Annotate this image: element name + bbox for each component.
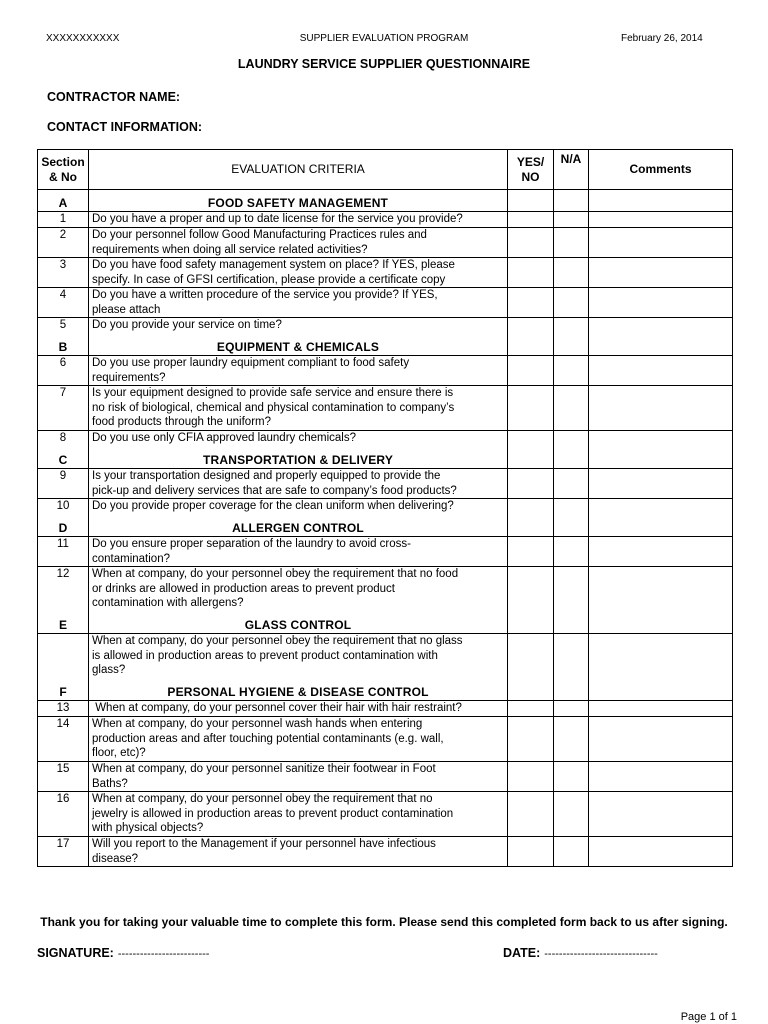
- na-cell[interactable]: [554, 469, 589, 499]
- question-line: floor, etc)?: [92, 747, 146, 759]
- na-cell[interactable]: [554, 679, 589, 701]
- section-title: EQUIPMENT & CHEMICALS: [89, 334, 508, 356]
- na-cell[interactable]: [554, 431, 589, 447]
- yes-no-cell[interactable]: [508, 701, 554, 717]
- comments-cell[interactable]: [589, 701, 733, 717]
- question-text: [89, 762, 508, 792]
- date-line: -------------------------------: [544, 948, 658, 960]
- question-text: [89, 469, 508, 499]
- na-cell[interactable]: [554, 190, 589, 212]
- na-cell[interactable]: [554, 499, 589, 515]
- section-header-row: [38, 679, 733, 701]
- question-number: 17: [38, 837, 89, 867]
- date-field[interactable]: [503, 946, 658, 960]
- question-line: glass?: [92, 664, 126, 676]
- na-cell[interactable]: [554, 701, 589, 717]
- question-line: When at company, do your personnel cover their hair with hair restraint?: [92, 702, 462, 714]
- question-row: [38, 228, 733, 258]
- question-line: When at company, do your personnel obey the requirement that no: [92, 793, 433, 805]
- question-text: [89, 792, 508, 837]
- yes-no-cell[interactable]: [508, 567, 554, 612]
- question-line: Do you use proper laundry equipment compliant to food safety: [92, 357, 410, 369]
- question-number: 14: [38, 717, 89, 762]
- section-header-row: [38, 190, 733, 212]
- comments-cell[interactable]: [589, 334, 733, 356]
- question-line: Do you ensure proper separation of the laundry to avoid cross-: [92, 538, 411, 550]
- yes-no-cell[interactable]: [508, 837, 554, 867]
- comments-cell[interactable]: [589, 499, 733, 515]
- question-text: [89, 701, 508, 717]
- question-row: [38, 258, 733, 288]
- question-number: 12: [38, 567, 89, 612]
- question-row: [38, 386, 733, 431]
- comments-cell[interactable]: [589, 634, 733, 679]
- header-date: February 26, 2014: [621, 33, 703, 44]
- question-line: Do you use only CFIA approved laundry chemicals?: [92, 432, 357, 444]
- question-number: 11: [38, 537, 89, 567]
- yes-no-cell[interactable]: [508, 499, 554, 515]
- table-body: [38, 190, 733, 867]
- question-number: 3: [38, 258, 89, 288]
- section-header-row: [38, 515, 733, 537]
- section-title: ALLERGEN CONTROL: [89, 515, 508, 537]
- na-cell[interactable]: [554, 515, 589, 537]
- comments-cell[interactable]: [589, 612, 733, 634]
- yes-no-header: YES/ NO: [508, 150, 554, 190]
- question-line: food products through the uniform?: [92, 416, 272, 428]
- question-row: [38, 431, 733, 447]
- question-text: [89, 634, 508, 679]
- question-line: When at company, do your personnel obey the requirement that no glass: [92, 635, 463, 647]
- na-cell[interactable]: [554, 212, 589, 228]
- page-number: Page 1 of 1: [680, 1011, 737, 1023]
- question-row: [38, 701, 733, 717]
- question-line: jewelry is allowed in production areas to prevent product contamination: [92, 807, 454, 820]
- section-header-row: [38, 334, 733, 356]
- comments-cell[interactable]: [589, 258, 733, 288]
- na-cell[interactable]: [554, 318, 589, 334]
- yes-no-cell[interactable]: [508, 258, 554, 288]
- comments-cell[interactable]: [589, 762, 733, 792]
- question-line: When at company, do your personnel wash hands when entering: [92, 718, 423, 730]
- na-cell[interactable]: [554, 612, 589, 634]
- question-text: [89, 386, 508, 431]
- question-text: [89, 228, 508, 258]
- table-header-row: [38, 150, 733, 190]
- yes-no-cell[interactable]: [508, 612, 554, 634]
- yes-no-cell[interactable]: [508, 447, 554, 469]
- comments-cell[interactable]: [589, 567, 733, 612]
- comments-cell[interactable]: [589, 447, 733, 469]
- yes-no-cell[interactable]: [508, 288, 554, 318]
- comments-header: Comments: [589, 150, 733, 190]
- question-line: Do you provide proper coverage for the clean uniform when delivering?: [92, 500, 454, 512]
- question-line: Will you report to the Management if your personnel have infectious: [92, 838, 436, 850]
- thank-you-note: Thank you for taking your valuable time to complete this form. Please send this completed form back to us after signing.: [40, 915, 728, 929]
- yes-no-cell[interactable]: [508, 318, 554, 334]
- na-header: N/A: [554, 150, 589, 190]
- section-letter: E: [38, 612, 89, 634]
- comments-cell[interactable]: [589, 469, 733, 499]
- question-line: pick-up and delivery services that are safe to company’s food products?: [92, 484, 457, 497]
- question-text: [89, 499, 508, 515]
- section-title: TRANSPORTATION & DELIVERY: [89, 447, 508, 469]
- question-line: with physical objects?: [92, 822, 204, 834]
- na-cell[interactable]: [554, 228, 589, 258]
- na-cell[interactable]: [554, 288, 589, 318]
- questionnaire-table: [37, 149, 733, 867]
- yes-no-cell[interactable]: [508, 469, 554, 499]
- comments-cell[interactable]: [589, 717, 733, 762]
- contact-information-label: CONTACT INFORMATION:: [47, 120, 203, 134]
- na-cell[interactable]: [554, 717, 589, 762]
- header-doc-id: XXXXXXXXXXX: [46, 33, 120, 44]
- comments-cell[interactable]: [589, 679, 733, 701]
- section-letter: C: [38, 447, 89, 469]
- comments-cell[interactable]: [589, 515, 733, 537]
- question-row: [38, 499, 733, 515]
- section-letter: B: [38, 334, 89, 356]
- yes-no-cell[interactable]: [508, 762, 554, 792]
- na-cell[interactable]: [554, 537, 589, 567]
- na-cell[interactable]: [554, 634, 589, 679]
- section-letter: D: [38, 515, 89, 537]
- question-text: [89, 837, 508, 867]
- yes-no-cell[interactable]: [508, 717, 554, 762]
- question-text: [89, 567, 508, 612]
- question-row: [38, 567, 733, 612]
- comments-cell[interactable]: [589, 212, 733, 228]
- section-title: FOOD SAFETY MANAGEMENT: [89, 190, 508, 212]
- question-number: 4: [38, 288, 89, 318]
- comments-cell[interactable]: [589, 431, 733, 447]
- contractor-name-label: CONTRACTOR NAME:: [47, 90, 181, 104]
- question-row: [38, 288, 733, 318]
- na-cell[interactable]: [554, 447, 589, 469]
- na-cell[interactable]: [554, 258, 589, 288]
- yes-no-cell[interactable]: [508, 228, 554, 258]
- question-text: [89, 717, 508, 762]
- question-line: please attach: [92, 303, 161, 316]
- yes-no-cell[interactable]: [508, 537, 554, 567]
- yes-no-cell[interactable]: [508, 679, 554, 701]
- question-line: no risk of biological, chemical and physical contamination to company’s: [92, 401, 455, 414]
- section-header-row: [38, 612, 733, 634]
- na-cell[interactable]: [554, 356, 589, 386]
- question-line: production areas and after touching potential contaminants (e.g. wall,: [92, 732, 444, 745]
- question-text: [89, 258, 508, 288]
- question-text: [89, 318, 508, 334]
- question-number: 6: [38, 356, 89, 386]
- question-number: [38, 634, 89, 679]
- question-text: [89, 537, 508, 567]
- header-program-name: SUPPLIER EVALUATION PROGRAM: [299, 33, 469, 44]
- question-row: [38, 537, 733, 567]
- question-text: [89, 431, 508, 447]
- question-line: or drinks are allowed in production areas to prevent product: [92, 582, 396, 595]
- question-line: Is your equipment designed to provide safe service and ensure there is: [92, 387, 454, 399]
- section-title: PERSONAL HYGIENE & DISEASE CONTROL: [89, 679, 508, 701]
- question-line: Do you have food safety management system on place? If YES, please: [92, 259, 455, 271]
- question-line: specify. In case of GFSI certification, please provide a certificate copy: [92, 273, 446, 286]
- question-number: 2: [38, 228, 89, 258]
- question-row: [38, 318, 733, 334]
- question-number: 8: [38, 431, 89, 447]
- yes-no-cell[interactable]: [508, 334, 554, 356]
- na-cell[interactable]: [554, 837, 589, 867]
- question-number: 5: [38, 318, 89, 334]
- question-number: 7: [38, 386, 89, 431]
- comments-cell[interactable]: [589, 356, 733, 386]
- comments-cell[interactable]: [589, 228, 733, 258]
- signature-field[interactable]: [37, 946, 209, 960]
- section-letter: F: [38, 679, 89, 701]
- question-row: [38, 762, 733, 792]
- question-line: Do you have a written procedure of the service you provide? If YES,: [92, 289, 438, 301]
- question-number: 16: [38, 792, 89, 837]
- comments-cell[interactable]: [589, 190, 733, 212]
- question-row: [38, 212, 733, 228]
- na-cell[interactable]: [554, 567, 589, 612]
- question-row: [38, 792, 733, 837]
- comments-cell[interactable]: [589, 318, 733, 334]
- evaluation-criteria-header: EVALUATION CRITERIA: [89, 150, 508, 190]
- question-number: 15: [38, 762, 89, 792]
- comments-cell[interactable]: [589, 288, 733, 318]
- question-line: Is your transportation designed and properly equipped to provide the: [92, 470, 441, 482]
- question-line: Do you provide your service on time?: [92, 319, 282, 331]
- question-row: [38, 356, 733, 386]
- yes-no-cell[interactable]: [508, 792, 554, 837]
- question-line: Baths?: [92, 777, 128, 790]
- question-text: [89, 288, 508, 318]
- comments-cell[interactable]: [589, 537, 733, 567]
- question-number: 10: [38, 499, 89, 515]
- document-title: LAUNDRY SERVICE SUPPLIER QUESTIONNAIRE: [237, 57, 531, 71]
- question-line: When at company, do your personnel obey the requirement that no food: [92, 568, 459, 580]
- question-number: 13: [38, 701, 89, 717]
- yes-no-cell[interactable]: [508, 515, 554, 537]
- yes-no-cell[interactable]: [508, 190, 554, 212]
- question-row: [38, 469, 733, 499]
- section-title: GLASS CONTROL: [89, 612, 508, 634]
- yes-no-cell[interactable]: [508, 386, 554, 431]
- question-line: When at company, do your personnel sanitize their footwear in Foot: [92, 763, 436, 775]
- question-row: [38, 837, 733, 867]
- yes-no-cell[interactable]: [508, 356, 554, 386]
- comments-cell[interactable]: [589, 792, 733, 837]
- yes-no-cell[interactable]: [508, 431, 554, 447]
- question-text: [89, 212, 508, 228]
- signature-line: -------------------------: [117, 948, 210, 960]
- question-row: [38, 717, 733, 762]
- question-line: contamination?: [92, 552, 170, 565]
- question-line: disease?: [92, 852, 139, 865]
- comments-cell[interactable]: [589, 386, 733, 431]
- na-cell[interactable]: [554, 762, 589, 792]
- yes-no-cell[interactable]: [508, 212, 554, 228]
- signature-label: SIGNATURE:: [37, 946, 114, 960]
- question-line: contamination with allergens?: [92, 597, 244, 609]
- section-no-header: Section & No: [38, 150, 89, 190]
- question-line: requirements?: [92, 371, 166, 384]
- question-number: 1: [38, 212, 89, 228]
- na-cell[interactable]: [554, 334, 589, 356]
- question-text: [89, 356, 508, 386]
- question-line: Do you have a proper and up to date license for the service you provide?: [92, 213, 463, 225]
- section-letter: A: [38, 190, 89, 212]
- question-row: [38, 634, 733, 679]
- question-line: is allowed in production areas to prevent product contamination with: [92, 649, 438, 662]
- question-number: 9: [38, 469, 89, 499]
- section-header-row: [38, 447, 733, 469]
- na-cell[interactable]: [554, 792, 589, 837]
- yes-no-cell[interactable]: [508, 634, 554, 679]
- comments-cell[interactable]: [589, 837, 733, 867]
- question-line: requirements when doing all service related activities?: [92, 243, 368, 256]
- na-cell[interactable]: [554, 386, 589, 431]
- question-line: Do your personnel follow Good Manufacturing Practices rules and: [92, 229, 427, 241]
- date-label: DATE:: [503, 946, 541, 960]
